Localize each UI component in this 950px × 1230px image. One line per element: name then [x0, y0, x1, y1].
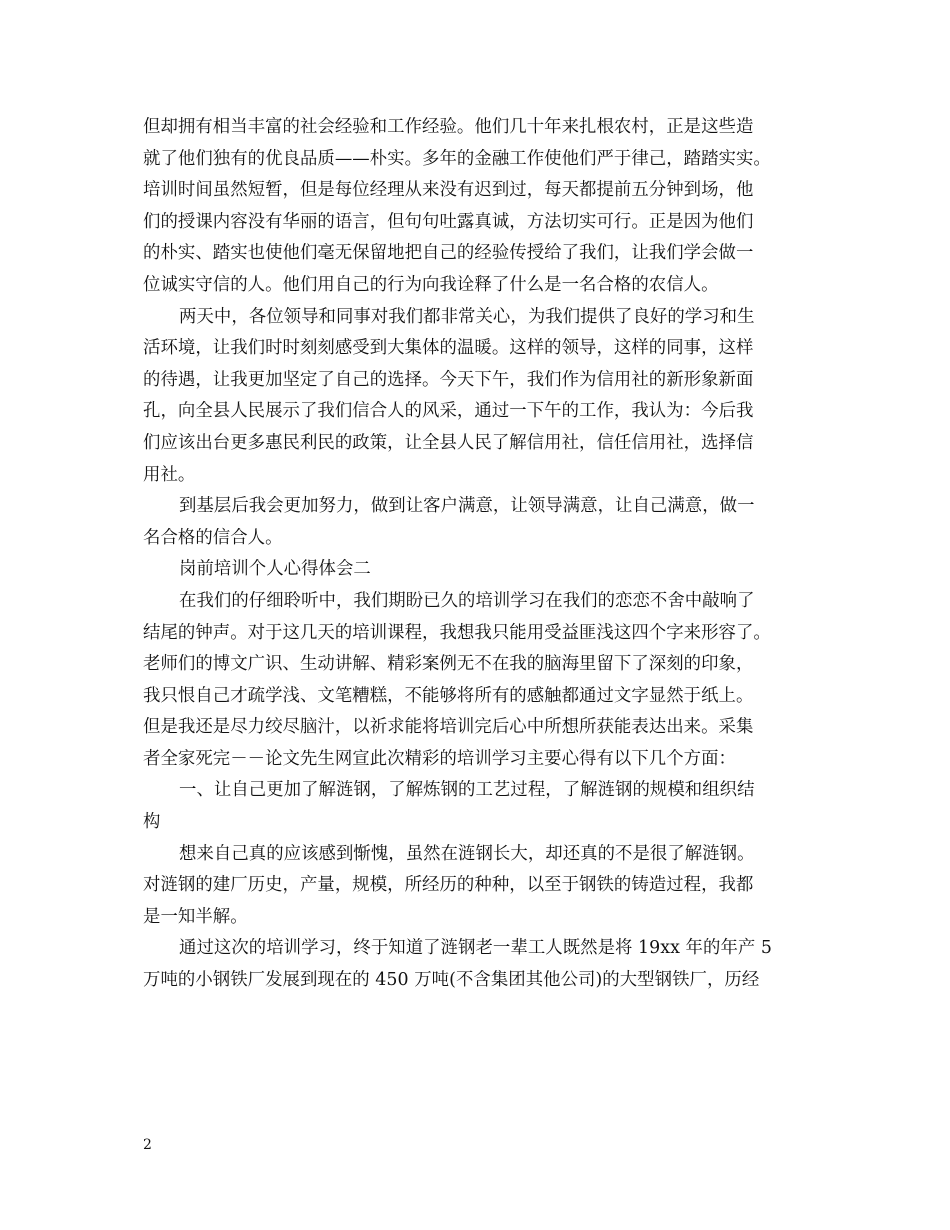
text-line: 但却拥有相当丰富的社会经验和工作经验。他们几十年来扎根农村，正是这些造 [143, 117, 754, 137]
text-line: 但是我还是尽力绞尽脑汁，以祈求能将培训完后心中所想所获能表达出来。采集 [143, 717, 754, 738]
text-line: 是一知半解。 [143, 906, 248, 927]
text-line: 培训时间虽然短暂，但是每位经理从来没有迟到过，每天都提前五分钟到场，他 [143, 180, 754, 201]
text-line: 们应该出台更多惠民利民的政策，让全县人民了解信用社，信任信用社，选择信 [143, 432, 754, 453]
text-line: 我只恨自己才疏学浅、文笔糟糕，不能够将所有的感触都通过文字显然于纸上。 [143, 685, 754, 706]
paragraph-start: 想来自己真的应该感到惭愧，虽然在涟钢长大，却还真的不是很了解涟钢。 [179, 843, 755, 864]
section-heading: 岗前培训个人心得体会二 [179, 559, 371, 580]
text-line: 位诚实守信的人。他们用自己的行为向我诠释了什么是一名合格的农信人。 [143, 274, 719, 295]
paragraph-start: 在我们的仔细聆听中，我们期盼已久的培训学习在我们的恋恋不舍中敲响了 [179, 590, 755, 611]
document-body [143, 112, 823, 997]
text-line: 老师们的博文广识、生动讲解、精彩案例无不在我的脑海里留下了深刻的印象， [143, 654, 754, 675]
text-line: 名合格的信合人。 [143, 527, 283, 548]
text-line: 就了他们独有的优良品质——朴实。多年的金融工作使他们严于律己，踏踏实实。 [143, 148, 771, 169]
text-line: 万吨的小钢铁厂发展到现在的 450 万吨(不含集团其他公司)的大型钢铁厂，历经 [143, 970, 760, 991]
paragraph-start: 到基层后我会更加努力，做到让客户满意，让领导满意，让自己满意，做一 [179, 496, 755, 517]
text-line: 孔，向全县人民展示了我们信合人的风采，通过一下午的工作，我认为：今后我 [143, 401, 754, 422]
text-line: 的朴实、踏实也使他们毫无保留地把自己的经验传授给了我们，让我们学会做一 [143, 243, 754, 264]
text-line: 用社。 [143, 464, 196, 485]
numbered-heading: 一、让自己更加了解涟钢，了解炼钢的工艺过程，了解涟钢的规模和组织结 [179, 780, 755, 801]
text-line: 者全家死完－－论文先生网宣此次精彩的培训学习主要心得有以下几个方面： [143, 748, 736, 769]
text-line: 们的授课内容没有华丽的语言，但句句吐露真诚，方法切实可行。正是因为他们 [143, 211, 754, 232]
paragraph-start: 两天中，各位领导和同事对我们都非常关心，为我们提供了良好的学习和生 [179, 306, 755, 327]
text-line: 活环境，让我们时时刻刻感受到大集体的温暖。这样的领导，这样的同事，这样 [143, 338, 754, 359]
text-line: 结尾的钟声。对于这几天的培训课程，我想我只能用受益匪浅这四个字来形容了。 [143, 622, 771, 643]
text-line: 的待遇，让我更加坚定了自己的选择。今天下午，我们作为信用社的新形象新面 [143, 369, 754, 390]
page-number: 2 [143, 1137, 152, 1153]
text-line: 对涟钢的建厂历史，产量，规模，所经历的种种，以至于钢铁的铸造过程，我都 [143, 875, 754, 896]
text-line: 构 [143, 812, 161, 833]
paragraph-start: 通过这次的培训学习，终于知道了涟钢老一辈工人既然是将 19xx 年的年产 5 [179, 938, 773, 959]
